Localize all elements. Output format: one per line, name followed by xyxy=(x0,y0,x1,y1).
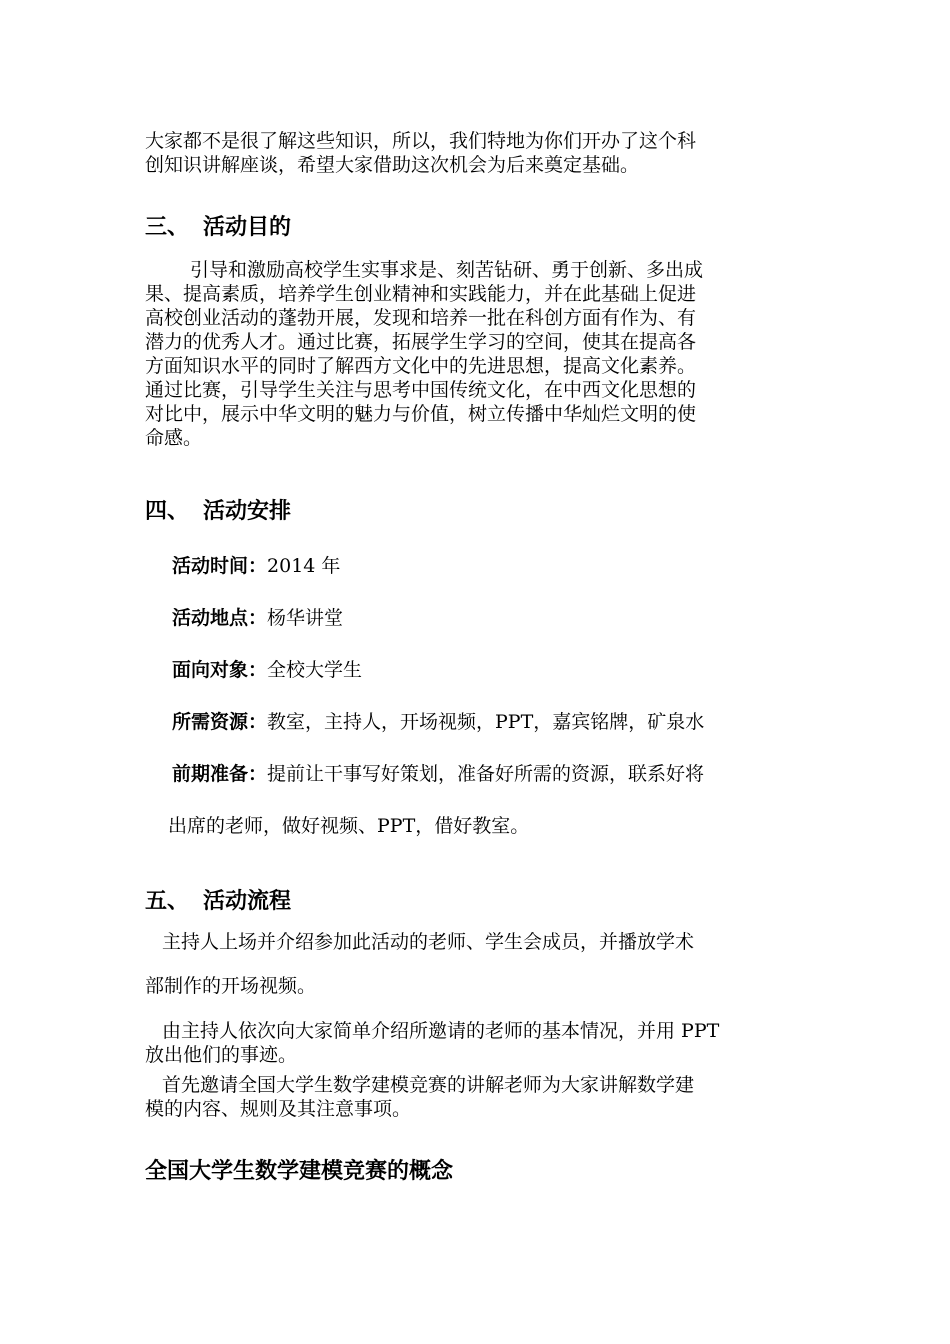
item-label: 前期准备： xyxy=(172,763,268,785)
section-heading-purpose xyxy=(145,210,291,241)
section-number: 五、 xyxy=(145,889,190,914)
arrangement-item-resources xyxy=(172,710,704,734)
item-value: 提前让干事写好策划，准备好所需的资源，联系好将 xyxy=(267,763,705,785)
process-line: 模的内容、规则及其注意事项。 xyxy=(145,1098,412,1120)
process-paragraph-3 xyxy=(145,1073,805,1121)
purpose-line: 高校创业活动的蓬勃开展，发现和培养一批在科创方面有作为、有 xyxy=(145,307,697,329)
purpose-line: 对比中，展示中华文明的魅力与价值，树立传播中华灿烂文明的使 xyxy=(145,403,697,425)
process-paragraph-2 xyxy=(145,1019,805,1067)
process-line: 首先邀请全国大学生数学建模竞赛的讲解老师为大家讲解数学建 xyxy=(162,1074,695,1096)
process-line: 由主持人依次向大家简单介绍所邀请的老师的基本情况，并用 PPT xyxy=(162,1020,720,1042)
purpose-line: 引导和激励高校学生实事求是、刻苦钻研、勇于创新、多出成 xyxy=(190,259,704,281)
section-heading-process xyxy=(145,884,291,915)
arrangement-item-location xyxy=(172,606,343,630)
section-number: 三、 xyxy=(145,215,190,240)
item-label: 活动时间： xyxy=(172,555,268,577)
section-title: 活动流程 xyxy=(203,889,292,914)
item-label: 活动地点： xyxy=(172,607,268,629)
item-value: 2014 年 xyxy=(267,555,341,577)
arrangement-item-audience xyxy=(172,658,362,682)
item-value: 全校大学生 xyxy=(267,659,363,681)
section-title: 活动安排 xyxy=(203,499,292,524)
section-heading-arrangement xyxy=(145,494,291,525)
item-value: 教室，主持人，开场视频，PPT，嘉宾铭牌，矿泉水 xyxy=(267,711,705,733)
arrangement-item-preparation xyxy=(172,762,704,786)
item-label: 所需资源： xyxy=(172,711,268,733)
intro-paragraph xyxy=(145,129,805,177)
arrangement-item-time xyxy=(172,554,340,578)
section-number: 四、 xyxy=(145,499,190,524)
process-line: 部制作的开场视频。 xyxy=(145,975,317,997)
intro-line: 创知识讲解座谈，希望大家借助这次机会为后来奠定基础。 xyxy=(145,154,640,176)
purpose-line: 命感。 xyxy=(145,427,203,449)
purpose-line: 方面知识水平的同时了解西方文化中的先进思想，提高文化素养。 xyxy=(145,355,697,377)
purpose-line: 果、提高素质，培养学生创业精神和实践能力，并在此基础上促进 xyxy=(145,283,697,305)
purpose-paragraph xyxy=(145,258,805,450)
section-title: 活动目的 xyxy=(203,215,292,240)
process-line: 主持人上场并介绍参加此活动的老师、学生会成员，并播放学术 xyxy=(162,931,695,953)
intro-line: 大家都不是很了解这些知识，所以，我们特地为你们开办了这个科 xyxy=(145,130,697,152)
purpose-line: 通过比赛，引导学生关注与思考中国传统文化，在中西文化思想的 xyxy=(145,379,697,401)
item-label: 面向对象： xyxy=(172,659,268,681)
subheading-math-modeling: 全国大学生数学建模竞赛的概念 xyxy=(145,1159,454,1184)
purpose-line: 潜力的优秀人才。通过比赛，拓展学生学习的空间，使其在提高各 xyxy=(145,331,697,353)
process-line: 放出他们的事迹。 xyxy=(145,1044,298,1066)
item-value: 杨华讲堂 xyxy=(267,607,344,629)
preparation-continuation: 出席的老师，做好视频、PPT，借好教室。 xyxy=(168,815,530,837)
